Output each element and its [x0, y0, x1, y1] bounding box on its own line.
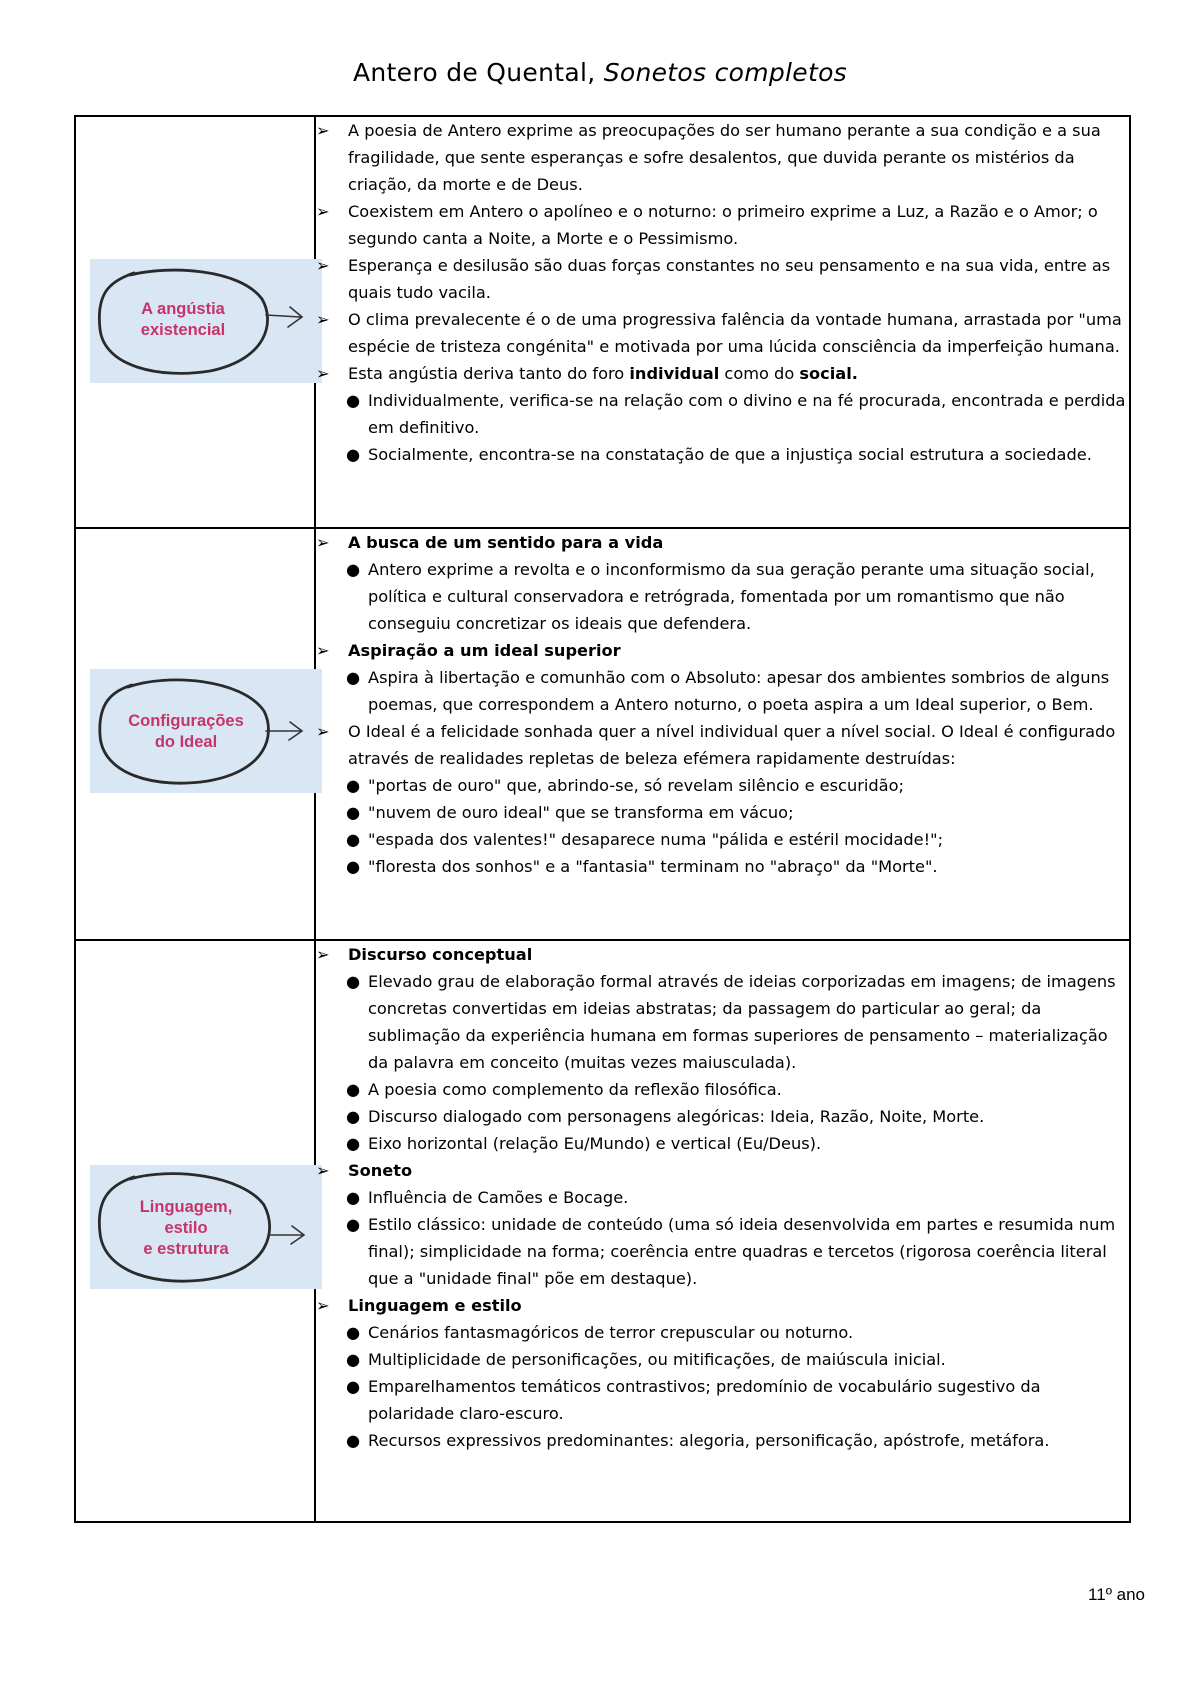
sub-list-item: ● Elevado grau de elaboração formal através de ideias corporizadas em imagens; de imagens concretas convertidas em ideias abstratas; da passagem do particular ao geral; da sublimação da experiência humana em formas superiores de pensamento – materialização da palavra em conceito (muitas vezes maiusculada).	[316, 968, 1129, 1076]
sub-list-item: ● A poesia como complemento da reflexão filosófica.	[316, 1076, 1129, 1103]
label-cell	[75, 528, 315, 940]
list-item: ➢ A busca de um sentido para a vida	[316, 529, 1129, 556]
dot-bullet-icon: ●	[346, 1188, 361, 1207]
sub-list-item: ● Individualmente, verifica-se na relação com o divino e na fé procurada, encontrada e perdida em definitivo.	[316, 387, 1129, 441]
section-label-box	[90, 259, 322, 383]
list-item: ➢ Coexistem em Antero o apolíneo e o noturno: o primeiro exprime a Luz, a Razão e o Amor; o segundo canta a Noite, a Morte e o Pessimismo.	[316, 198, 1129, 252]
right-arrow-icon	[266, 722, 302, 740]
right-arrow-icon	[266, 307, 302, 327]
arrowhead-bullet-icon: ➢	[316, 722, 330, 741]
dot-bullet-icon: ●	[346, 776, 361, 795]
list-item: ➢ Esperança e desilusão são duas forças constantes no seu pensamento e na sua vida, entre as quais tudo vacila.	[316, 252, 1129, 306]
content-cell	[315, 528, 1130, 940]
sub-list-item: ● Socialmente, encontra-se na constatação de que a injustiça social estrutura a sociedade.	[316, 441, 1129, 468]
sub-list-item: ● "nuvem de ouro ideal" que se transforma em vácuo;	[316, 799, 1129, 826]
list-item: ➢ Soneto	[316, 1157, 1129, 1184]
dot-bullet-icon: ●	[346, 1350, 361, 1369]
dot-bullet-icon: ●	[346, 445, 361, 464]
table-row	[75, 116, 1130, 528]
sub-list-item: ● Cenários fantasmagóricos de terror crepuscular ou noturno.	[316, 1319, 1129, 1346]
arrowhead-bullet-icon: ➢	[316, 202, 330, 221]
section-label-line: existencial	[140, 321, 226, 339]
dot-bullet-icon: ●	[346, 668, 361, 687]
content-cell	[315, 116, 1130, 528]
section-label-line: Linguagem,	[139, 1198, 233, 1216]
sub-list-item: ● Estilo clássico: unidade de conteúdo (uma só ideia desenvolvida em partes e resumida num final); simplicidade na forma; coerência entre quadras e tercetos (rigorosa coerência literal que a "unidade final" põe em destaque).	[316, 1211, 1129, 1292]
arrowhead-bullet-icon: ➢	[316, 533, 330, 552]
section-label-box	[90, 669, 322, 793]
section-label-line: Configurações	[128, 712, 244, 730]
table-row	[75, 528, 1130, 940]
page-title	[0, 58, 1200, 87]
list-item: ➢ O Ideal é a felicidade sonhada quer a nível individual quer a nível social. O Ideal é configurado através de realidades repletas de beleza efémera rapidamente destruídas:	[316, 718, 1129, 772]
arrowhead-bullet-icon: ➢	[316, 1161, 330, 1180]
sub-list-item: ● Influência de Camões e Bocage.	[316, 1184, 1129, 1211]
summary-table	[74, 115, 1131, 1523]
grade-footer: 11º ano	[1088, 1585, 1145, 1604]
table-row	[75, 940, 1130, 1522]
arrowhead-bullet-icon: ➢	[316, 310, 330, 329]
dot-bullet-icon: ●	[346, 803, 361, 822]
sub-list-item: ● "floresta dos sonhos" e a "fantasia" terminam no "abraço" da "Morte".	[316, 853, 1129, 880]
content-cell	[315, 940, 1130, 1522]
dot-bullet-icon: ●	[346, 1323, 361, 1342]
arrowhead-bullet-icon: ➢	[316, 121, 330, 140]
label-cell	[75, 940, 315, 1522]
dot-bullet-icon: ●	[346, 1134, 361, 1153]
title-work: Sonetos completos	[603, 58, 847, 87]
list-item: ➢ Esta angústia deriva tanto do foro individual como do social.	[316, 360, 1129, 387]
list-item: ➢ A poesia de Antero exprime as preocupações do ser humano perante a sua condição e a sua fragilidade, que sente esperanças e sofre desalentos, que duvida perante os mistérios da criação, da morte e de Deus.	[316, 117, 1129, 198]
list-item: ➢ Aspiração a um ideal superior	[316, 637, 1129, 664]
dot-bullet-icon: ●	[346, 1215, 361, 1234]
list-item: ➢ Linguagem e estilo	[316, 1292, 1129, 1319]
sub-list-item: ● Emparelhamentos temáticos contrastivos; predomínio de vocabulário sugestivo da polaridade claro-escuro.	[316, 1373, 1129, 1427]
sub-list-item: ● Eixo horizontal (relação Eu/Mundo) e vertical (Eu/Deus).	[316, 1130, 1129, 1157]
sub-list-item: ● Aspira à libertação e comunhão com o Absoluto: apesar dos ambientes sombrios de alguns poemas, que correspondem a Antero noturno, o poeta aspira a um Ideal superior, o Bem.	[316, 664, 1129, 718]
right-arrow-icon	[268, 1226, 304, 1244]
dot-bullet-icon: ●	[346, 1431, 361, 1450]
dot-bullet-icon: ●	[346, 830, 361, 849]
sub-list-item: ● Recursos expressivos predominantes: alegoria, personificação, apóstrofe, metáfora.	[316, 1427, 1129, 1454]
arrowhead-bullet-icon: ➢	[316, 256, 330, 275]
arrowhead-bullet-icon: ➢	[316, 945, 330, 964]
dot-bullet-icon: ●	[346, 560, 361, 579]
sub-list-item: ● Discurso dialogado com personagens alegóricas: Ideia, Razão, Noite, Morte.	[316, 1103, 1129, 1130]
arrowhead-bullet-icon: ➢	[316, 641, 330, 660]
sub-list-item: ● "portas de ouro" que, abrindo-se, só revelam silêncio e escuridão;	[316, 772, 1129, 799]
section-label-line: estilo	[164, 1219, 208, 1237]
dot-bullet-icon: ●	[346, 391, 361, 410]
section-label-box	[90, 1165, 322, 1289]
sub-list-item: ● Antero exprime a revolta e o inconformismo da sua geração perante uma situação social, política e cultural conservadora e retrógrada, fomentada por um romantismo que não conseguiu concretizar os ideais que defendera.	[316, 556, 1129, 637]
dot-bullet-icon: ●	[346, 1107, 361, 1126]
arrowhead-bullet-icon: ➢	[316, 364, 330, 383]
label-cell	[75, 116, 315, 528]
dot-bullet-icon: ●	[346, 1377, 361, 1396]
section-label-line: A angústia	[141, 300, 225, 318]
list-item: ➢ Discurso conceptual	[316, 941, 1129, 968]
sub-list-item: ● Multiplicidade de personificações, ou mitificações, de maiúscula inicial.	[316, 1346, 1129, 1373]
title-author: Antero de Quental,	[353, 58, 604, 87]
sub-list-item: ● "espada dos valentes!" desaparece numa "pálida e estéril mocidade!";	[316, 826, 1129, 853]
dot-bullet-icon: ●	[346, 972, 361, 991]
section-label-line: e estrutura	[143, 1240, 229, 1258]
list-item: ➢ O clima prevalecente é o de uma progressiva falência da vontade humana, arrastada por "uma espécie de tristeza congénita" e motivada por uma lúcida consciência da imperfeição humana.	[316, 306, 1129, 360]
dot-bullet-icon: ●	[346, 857, 361, 876]
dot-bullet-icon: ●	[346, 1080, 361, 1099]
arrowhead-bullet-icon: ➢	[316, 1296, 330, 1315]
section-label-line: do Ideal	[154, 733, 218, 751]
